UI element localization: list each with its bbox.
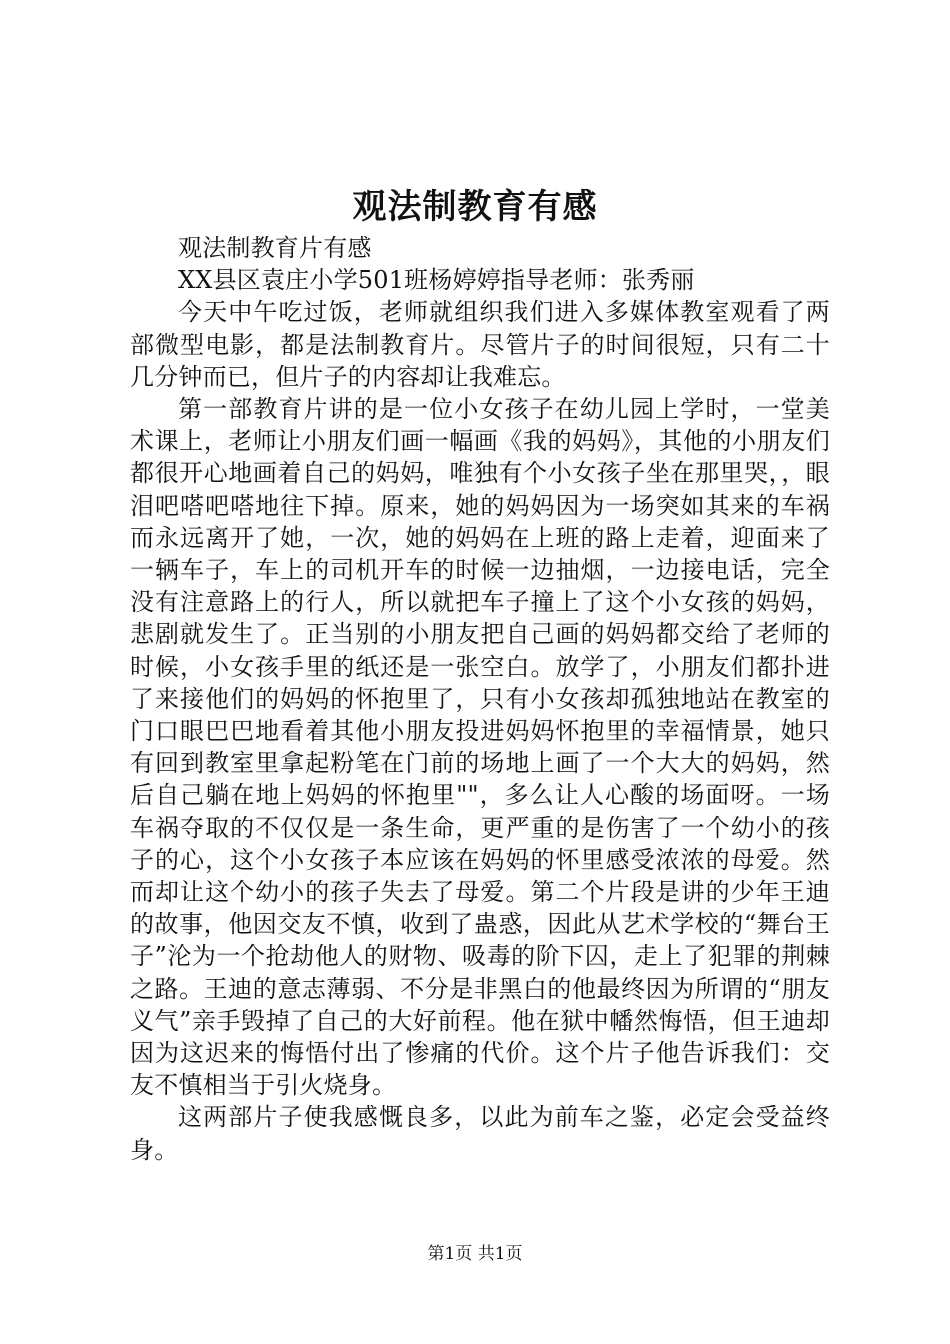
subtitle-paragraph: 观法制教育片有感 — [178, 234, 372, 262]
document-body — [130, 232, 830, 1166]
author-line: XX县区袁庄小学501班杨婷婷指导老师：张秀丽 — [178, 266, 695, 295]
page-footer: 第1页 共1页 — [427, 1244, 523, 1264]
body-paragraph-1: 今天中午吃过饭，老师就组织我们进入多媒体教室观看了两部微型电影，都是法制教育片。尽管片子的时间很短，只有二十几分钟而已，但片子的内容却让我难忘。 — [130, 298, 830, 391]
body-paragraph-3: 这两部片子使我感慨良多，以此为前车之鉴，必定会受益终身。 — [130, 1103, 830, 1164]
document-title: 观法制教育有感 — [352, 187, 598, 227]
body-paragraph-2: 第一部教育片讲的是一位小女孩子在幼儿园上学时，一堂美术课上，老师让小朋友们画一幅画《我的妈妈》，其他的小朋友们都很开心地画着自己的妈妈，唯独有个小女孩子坐在那里哭，，眼泪吧嗒吧嗒地往下掉。原来，她的妈妈因为一场突如其来的车祸而永远离开了她，一次，她的妈妈在上班的路上走着，迎面来了一辆车子，车上的司机开车的时候一边抽烟，一边接电话，完全没有注意路上的行人，所以就把车子撞上了这个小女孩的妈妈，悲剧就发生了。正当别的小朋友把自己画的妈妈都交给了老师的时候，小女孩手里的纸还是一张空白。放学了，小朋友们都扑进了来接他们的妈妈的怀抱里了，只有小女孩却孤独地站在教室的门口眼巴巴地看着其他小朋友投进妈妈怀抱里的幸福情景，她只有回到教室里拿起粉笔在门前的场地上画了一个大大的妈妈，然后自己躺在地上妈妈的怀抱里""，多么让人心酸的场面呀。一场车祸夺取的不仅仅是一条生命，更严重的是伤害了一个幼小的孩子的心，这个小女孩子本应该在妈妈的怀里感受浓浓的母爱。然而却让这个幼小的孩子失去了母爱。第二个片段是讲的少年王迪的故事，他因交友不慎，收到了蛊惑，因此从艺术学校的“舞台王子”沦为一个抢劫他人的财物、吸毒的阶下囚，走上了犯罪的荆棘之路。王迪的意志薄弱、不分是非黑白的他最终因为所谓的“朋友义气”亲手毁掉了自己的大好前程。他在狱中幡然悔悟，但王迪却因为这迟来的悔悟付出了惨痛的代价。这个片子他告诉我们：交友不慎相当于引火烧身。 — [130, 395, 830, 1100]
